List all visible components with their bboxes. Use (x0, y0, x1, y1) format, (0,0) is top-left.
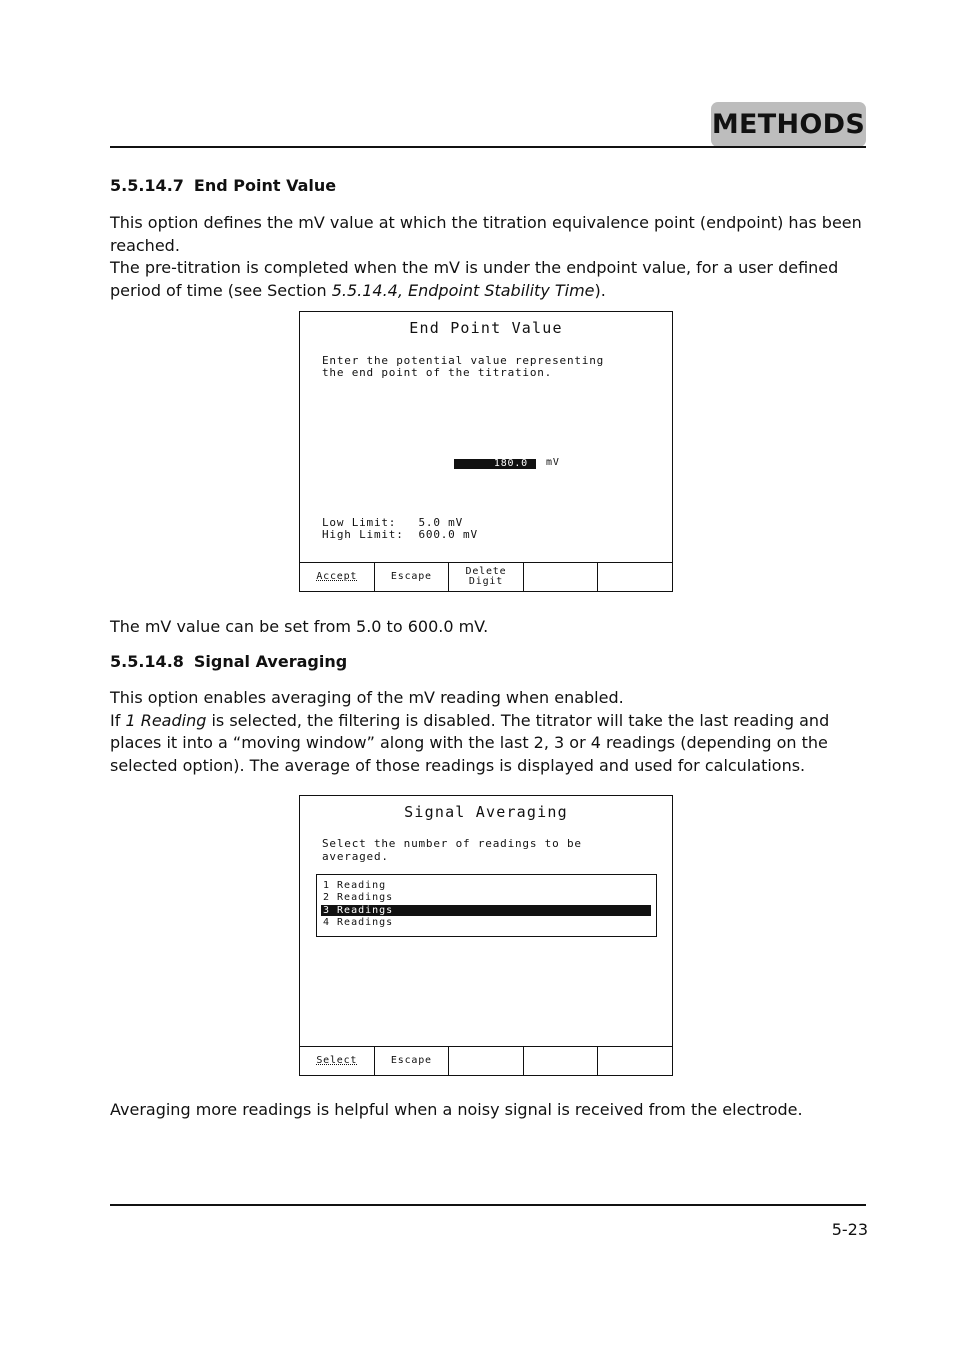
paragraph-endpoint-definition (110, 212, 866, 302)
section-number: 5.5.14.7 (110, 176, 184, 195)
text-line: places it into a “moving window” along with the last 2, 3 or 4 readings (depending on the (110, 733, 828, 752)
empty-softkey[interactable] (524, 1047, 599, 1075)
section-heading-end-point (110, 176, 336, 195)
softkey-bar (300, 562, 672, 591)
averaging-note: Averaging more readings is helpful when a noisy signal is received from the electrode. (110, 1100, 803, 1119)
value-unit: mV (546, 457, 560, 468)
chapter-badge: METHODS (711, 102, 866, 147)
select-softkey[interactable]: Select (300, 1047, 375, 1075)
text-fragment: period of time (see Section (110, 280, 332, 300)
text-fragment: If (110, 710, 126, 730)
empty-softkey[interactable] (524, 563, 599, 591)
mv-range-note: The mV value can be set from 5.0 to 600.0 mV. (110, 617, 489, 636)
list-item-4-readings[interactable]: 4 Readings (323, 917, 394, 928)
section-heading-signal-averaging (110, 652, 347, 671)
text-line: reached. (110, 235, 180, 255)
footer-rule (110, 1204, 866, 1206)
page-number: 5-23 (831, 1220, 868, 1239)
escape-softkey[interactable]: Escape (375, 1047, 450, 1075)
accept-softkey[interactable]: Accept (300, 563, 375, 591)
text-line: The pre-titration is completed when the mV is under the endpoint value, for a user defined (110, 258, 839, 277)
list-item-2-readings[interactable]: 2 Readings (323, 892, 394, 903)
screen-prompt-line: Enter the potential value representing (322, 354, 605, 367)
section-title: End Point Value (193, 176, 337, 195)
empty-softkey[interactable] (598, 1047, 672, 1075)
screen-title: Signal Averaging (404, 803, 568, 821)
text-line (110, 710, 866, 733)
screen-prompt-line: averaged. (322, 850, 389, 863)
low-limit-text: Low Limit: 5.0 mV (322, 516, 464, 529)
readings-listbox[interactable] (316, 874, 657, 937)
paragraph-signal-averaging (110, 687, 866, 777)
text-line (110, 280, 866, 303)
escape-softkey[interactable]: Escape (375, 563, 450, 591)
text-fragment: ). (594, 280, 606, 300)
empty-softkey[interactable] (598, 563, 672, 591)
screen-prompt-line: Select the number of readings to be (322, 837, 582, 850)
high-limit-text: High Limit: 600.0 mV (322, 528, 478, 541)
section-reference: 5.5.14.4, Endpoint Stability Time (331, 280, 595, 300)
header-rule (110, 146, 866, 148)
signal-averaging-screen (299, 795, 673, 1076)
screen-title: End Point Value (409, 319, 563, 337)
text-line: selected option). The average of those readings is displayed and used for calculations. (110, 755, 806, 775)
section-number: 5.5.14.8 (110, 652, 184, 671)
list-item-1-reading[interactable]: 1 Reading (323, 880, 387, 891)
empty-softkey[interactable] (449, 1047, 524, 1075)
text-line: This option enables averaging of the mV reading when enabled. (110, 688, 624, 707)
delete-digit-softkey[interactable]: Delete Digit (449, 563, 524, 591)
section-title: Signal Averaging (193, 652, 348, 671)
end-point-value-screen (299, 311, 673, 592)
softkey-bar (300, 1046, 672, 1075)
option-name: 1 Reading (125, 710, 207, 730)
text-line: This option defines the mV value at which the titration equivalence point (endpoint) has been (110, 213, 862, 232)
screen-prompt-line: the end point of the titration. (322, 366, 553, 379)
value-input-field[interactable]: 180.0 (454, 459, 536, 469)
text-fragment: is selected, the filtering is disabled. The titrator will take the last reading and (206, 710, 830, 730)
list-item-3-readings[interactable]: 3 Readings (321, 905, 651, 916)
